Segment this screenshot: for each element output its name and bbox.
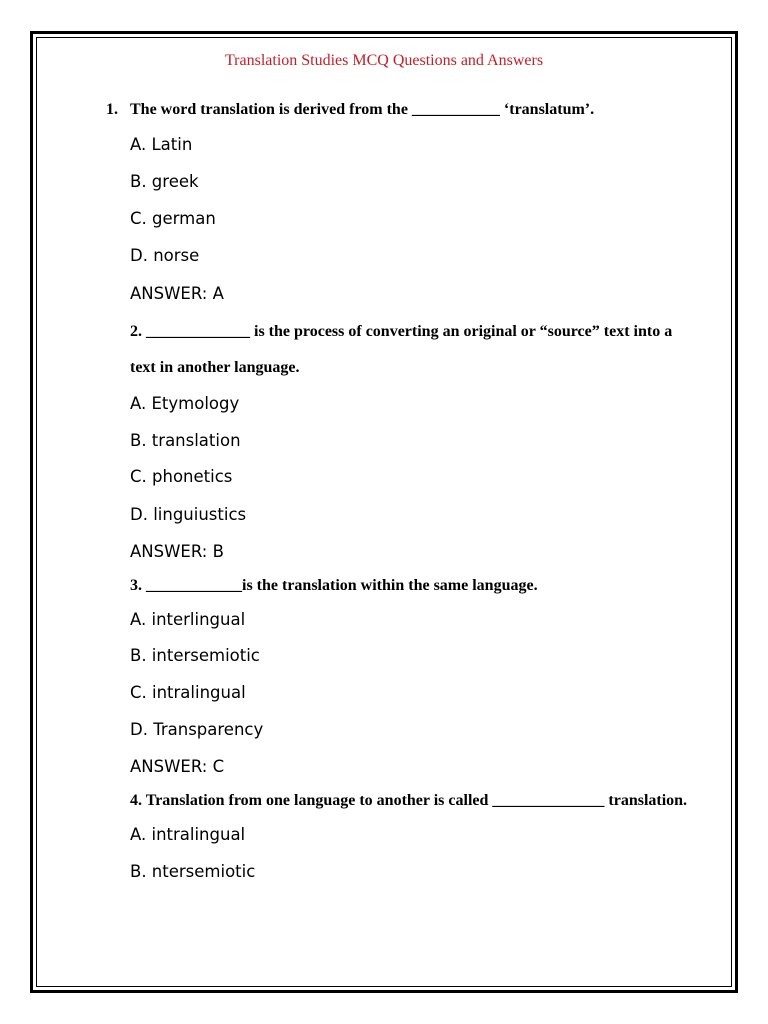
question-1-option-c: C. german (130, 209, 216, 228)
question-1-option-b: B. greek (130, 172, 199, 191)
question-4: 4. Translation from one language to another is called ______________ translation. (130, 792, 688, 809)
question-2-line-1: 2. _____________ is the process of converting an original or “source” text into a (130, 323, 673, 340)
question-3-option-b: B. intersemiotic (130, 646, 260, 665)
question-2-line-2: text in another language. (130, 359, 300, 376)
question-2-option-b: B. translation (130, 431, 241, 450)
question-3-option-a: A. interlingual (130, 610, 246, 629)
question-1-option-d: D. norse (130, 246, 200, 265)
question-3-option-d: D. Transparency (130, 720, 264, 739)
document-title: Translation Studies MCQ Questions and Answers (224, 52, 544, 69)
question-1-answer: ANSWER: A (130, 284, 224, 303)
question-1 (106, 101, 594, 119)
question-2-option-c: C. phonetics (130, 467, 233, 486)
question-4-option-b: B. ntersemiotic (130, 862, 256, 881)
question-3-answer: ANSWER: C (130, 757, 225, 776)
question-3: 3. ____________is the translation within the same language. (130, 577, 538, 594)
question-1-number: 1. (106, 101, 118, 118)
question-2-answer: ANSWER: B (130, 542, 224, 561)
question-2-option-d: D. linguiustics (130, 505, 247, 524)
question-3-option-c: C. intralingual (130, 683, 246, 702)
question-2-option-a: A. Etymology (130, 394, 240, 413)
question-1-text: The word translation is derived from the ___________ ‘translatum’. (130, 101, 595, 118)
question-1-option-a: A. Latin (130, 135, 193, 154)
question-4-option-a: A. intralingual (130, 825, 246, 844)
